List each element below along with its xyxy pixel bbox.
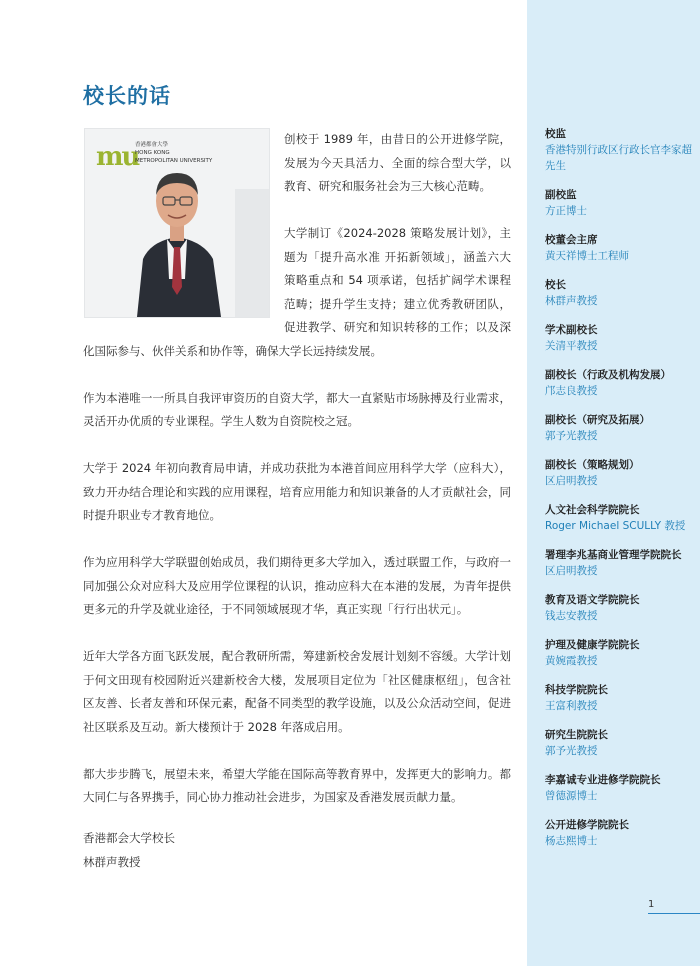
sidebar — [527, 0, 700, 966]
paragraph: 近年大学各方面飞跃发展，配合教研所需，筹建新校舍发展计划刻不容缓。大学计划于何文田现有校园附近兴建新校舍大楼，发展项目定位为「社区健康枢纽」，包含社区友善、长者友善和环保元素，配备不同类型的教学设施，以及公众活动空间，促进社区联系及互动。新大楼预计于 2028 年落成启用。 — [83, 649, 511, 734]
list-item: 副校长（行政及机构发展） 邝志良教授 — [545, 369, 671, 397]
list-item: 副校长（研究及拓展） 郭予光教授 — [545, 414, 650, 442]
paragraph: 大学制订《2024-2028 策略发展计划》，主题为「提升高水准 开拓新领域」，涵盖六大策略重点和 54 项承诺，包括扩阔学术课程范畴；提升学生支持；建立优秀教研团队，促进教学、研究和知识转移的工作；以及深化国际参与、伙伴关系和协作等，确保大学长远持续发展。 — [83, 226, 511, 358]
signature-name: 林群声教授 — [83, 854, 141, 869]
paragraph: 作为本港唯一一所具自我评审资历的自资大学，都大一直紧贴市场脉搏及行业需求，灵活开办优质的专业课程。学生人数为自资院校之冠。 — [83, 390, 511, 428]
page-number-rule — [648, 913, 700, 914]
list-item: 科技学院院长 王富利教授 — [545, 684, 608, 712]
list-item: 研究生院院长 郭予光教授 — [545, 729, 608, 757]
signature — [83, 827, 511, 874]
list-item: 校监 香港特别行政区行政长官李家超先生 — [545, 128, 692, 172]
message-body — [83, 128, 511, 874]
list-item: 人文社会科学院院长 Roger Michael SCULLY 教授 — [545, 504, 686, 532]
paragraph: 创校于 1989 年，由昔日的公开进修学院，发展为今天具活力、全面的综合型大学，以教育、研究和服务社会为三大核心范畴。 — [284, 132, 511, 193]
list-item: 护理及健康学院院长 黄婉霞教授 — [545, 639, 640, 667]
paragraph: 大学于 2024 年初向教育局申请，并成功获批为本港首间应用科学大学（应科大），致力开办结合理论和实践的应用课程，培育应用能力和知识兼备的人才贡献社会，同时提升职业专才教育地位。 — [83, 461, 511, 522]
officers-list — [545, 126, 695, 862]
page-title: 校长的话 — [83, 84, 171, 108]
list-item: 校长 林群声教授 — [545, 279, 598, 307]
page-number: 1 — [648, 899, 655, 910]
list-item: 公开进修学院院长 杨志熙博士 — [545, 819, 629, 847]
list-item: 学术副校长 关清平教授 — [545, 324, 598, 352]
list-item: 教育及语文学院院长 钱志安教授 — [545, 594, 640, 622]
university-logo-text: 香港都會大學 HONG KONG METROPOLITAN UNIVERSITY — [135, 142, 213, 164]
university-logo: mu — [96, 142, 139, 172]
list-item: 校董会主席 黄天祥博士工程师 — [545, 234, 629, 262]
paragraph: 都大步步腾飞，展望未来，希望大学能在国际高等教育界中，发挥更大的影响力。都大同仁与各界携手，同心协力推动社会进步，为国家及香港发展贡献力量。 — [83, 766, 511, 804]
list-item: 署理李兆基商业管理学院院长 区启明教授 — [545, 549, 682, 577]
list-item: 副校监 方正博士 — [545, 189, 587, 217]
signature-title: 香港都会大学校长 — [83, 831, 175, 845]
paragraph: 作为应用科学大学联盟创始成员，我们期待更多大学加入，透过联盟工作，与政府一同加强公众对应科大及应用学位课程的认识，推动应科大在本港的发展，为青年提供更多元的升学及就业途径，于不同领域展现才华，真正实现「行行出状元」。 — [83, 555, 511, 616]
list-item: 副校长（策略规划） 区启明教授 — [545, 459, 640, 487]
list-item: 李嘉诚专业进修学院院长 曾德源博士 — [545, 774, 661, 802]
